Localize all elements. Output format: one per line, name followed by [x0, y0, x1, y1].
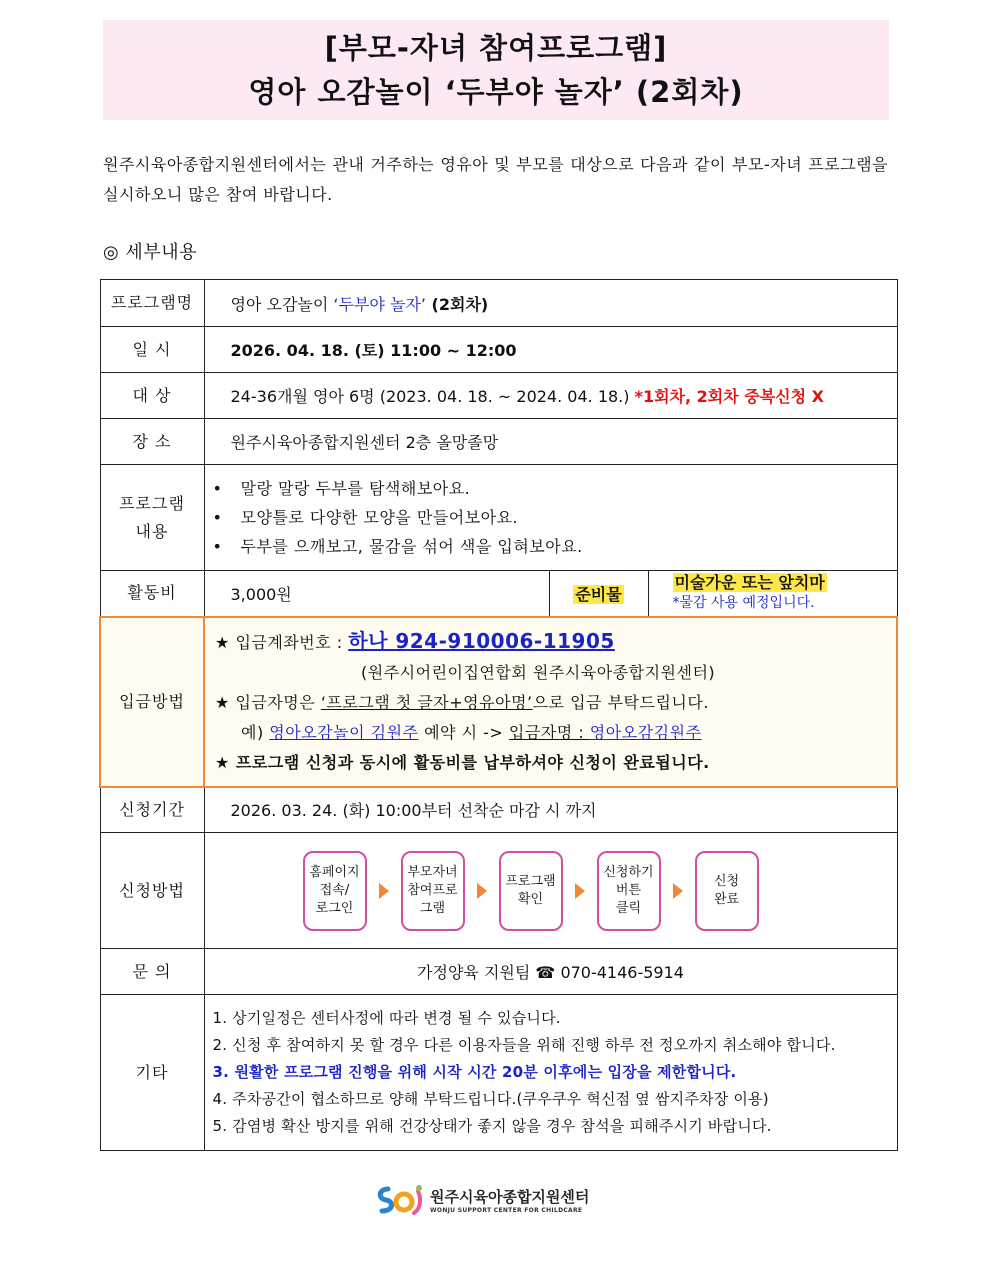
bullet-icon: • [212, 537, 223, 556]
info-table [99, 279, 898, 1151]
value-content [204, 465, 897, 571]
value-payment [204, 617, 897, 787]
target-text: 24-36개월 영아 6명 (2023. 04. 18. ~ 2024. 04. 18.) [230, 387, 635, 406]
row-place [100, 419, 897, 465]
label-contact: 문 의 [100, 949, 204, 995]
section-title: ◎ 세부내용 [103, 242, 197, 263]
prep-note: *물감 사용 예정입니다. [672, 595, 815, 612]
content-list [205, 474, 897, 561]
prep-label: 준비물 [575, 584, 622, 604]
account-label: 입금계좌번호 : [235, 632, 349, 652]
content-item: • 말랑 말랑 두부를 탐색해보아요. [213, 474, 897, 503]
page-title-line1: [부모-자녀 참여프로그램] [324, 31, 668, 65]
depositor-text-a: 입금자명은 [235, 692, 321, 712]
intro-text: 원주시육아종합지원센터에서는 관내 거주하는 영유아 및 부모를 대상으로 다음과 같이 부모-자녀 프로그램을 실시하오니 많은 참여 바랍니다. [103, 155, 888, 204]
depositor-line: ★ 입금자명은 ‘프로그램 첫 글자+영유아명’으로 입금 부탁드립니다. [215, 692, 709, 712]
value-etc [204, 995, 897, 1151]
step-flow [205, 835, 897, 947]
label-fee: 활동비 [100, 571, 204, 617]
value-fee: 3,000원 [204, 571, 549, 617]
label-period: 신청기간 [100, 787, 204, 833]
row-fee [100, 571, 897, 617]
step-box: 신청하기 버튼 클릭 [597, 851, 661, 931]
etc-item: 3. 원활한 프로그램 진행을 위해 시작 시간 20분 이후에는 입장을 제한합니다. [212, 1063, 737, 1081]
row-content [100, 465, 897, 571]
content-item: • 두부를 으깨보고, 물감을 섞어 색을 입혀보아요. [213, 532, 897, 561]
account-number: 하나 924-910006-11905 [348, 628, 615, 653]
etc-item: 4. 주차공간이 협소하므로 양해 부탁드립니다.(쿠우쿠우 혁신점 옆 쌈지주차장 이용) [212, 1090, 769, 1108]
example-depositor: 영아오감김원주 [589, 722, 702, 742]
target-note: *1회차, 2회차 중복신청 X [634, 387, 824, 406]
row-date [100, 327, 897, 373]
arrow-right-icon [477, 883, 487, 899]
prep-label-cell [549, 571, 648, 617]
etc-item: 1. 상기일정은 센터사정에 따라 변경 될 수 있습니다. [212, 1009, 561, 1027]
program-name: ‘두부야 놀자’ [333, 294, 426, 314]
label-method: 신청방법 [100, 833, 204, 949]
prep-value: 미술가운 또는 앞치마 [674, 573, 825, 593]
payment-notice-text: 프로그램 신청과 동시에 활동비를 납부하셔야 신청이 완료됩니다. [235, 752, 710, 772]
value-date: 2026. 04. 18. (토) 11:00 ~ 12:00 [204, 327, 897, 373]
depositor-text-c: 으로 입금 부탁드립니다. [532, 692, 709, 712]
arrow-right-icon [673, 883, 683, 899]
example-mid: 예약 시 -> [418, 722, 509, 742]
value-target [204, 373, 897, 419]
content-label-line: 내용 [135, 521, 169, 541]
account-line: ★ 입금계좌번호 : 하나 924-910006-11905 [215, 628, 615, 653]
phone-icon: ☎ [535, 963, 556, 982]
page-title-line2: 영아 오감놀이 ‘두부야 놀자’ (2회차) [248, 75, 744, 109]
bullet-icon: • [212, 508, 223, 527]
row-method [100, 833, 897, 949]
program-prefix: 영아 오감놀이 [230, 294, 334, 314]
center-logo-icon [374, 1183, 426, 1217]
content-item: • 모양틀로 다양한 모양을 만들어보아요. [213, 503, 897, 532]
arrow-right-icon [575, 883, 585, 899]
depositor-rule: ‘프로그램 첫 글자+영유아명’ [320, 692, 533, 712]
row-contact [100, 949, 897, 995]
row-etc [100, 995, 897, 1151]
etc-list [205, 995, 897, 1150]
value-place: 원주시육아종합지원센터 2층 올망졸망 [204, 419, 897, 465]
value-period: 2026. 03. 24. (화) 10:00부터 선착순 마감 시 까지 [204, 787, 897, 833]
row-program [100, 280, 897, 327]
etc-item: 5. 감염병 확산 방지를 위해 건강상태가 좋지 않을 경우 참석을 피해주시기 바랍니다. [212, 1117, 772, 1135]
label-payment: 입금방법 [100, 617, 204, 787]
label-content [100, 465, 204, 571]
center-name-en: WONJU SUPPORT CENTER FOR CHILDCARE [430, 1207, 583, 1214]
label-etc: 기타 [100, 995, 204, 1151]
row-period [100, 787, 897, 833]
arrow-right-icon [379, 883, 389, 899]
label-target: 대 상 [100, 373, 204, 419]
step-box: 프로그램 확인 [499, 851, 563, 931]
example-line [215, 718, 896, 748]
account-holder: (원주시어린이집연합회 원주시육아종합지원센터) [361, 662, 716, 682]
step-box: 홈페이지 접속/ 로그인 [303, 851, 367, 931]
step-box: 부모자녀 참여프로 그램 [401, 851, 465, 931]
row-target [100, 373, 897, 419]
bullet-icon: • [212, 479, 223, 498]
payment-notice: ★ 프로그램 신청과 동시에 활동비를 납부하셔야 신청이 완료됩니다. [215, 752, 710, 772]
contact-phone: 070-4146-5914 [560, 963, 684, 982]
label-date: 일 시 [100, 327, 204, 373]
value-method [204, 833, 897, 949]
prep-cell [648, 571, 897, 617]
program-suffix: (2회차) [425, 294, 489, 314]
footer-logo [374, 1180, 589, 1220]
etc-item: 2. 신청 후 참여하지 못 할 경우 다른 이용자들을 위해 진행 하루 전 정오까지 취소해야 합니다. [212, 1036, 836, 1054]
step-box: 신청 완료 [695, 851, 759, 931]
example-prefix: 예) [241, 722, 270, 742]
label-place: 장 소 [100, 419, 204, 465]
example-name: 영아오감놀이 김원주 [269, 722, 419, 742]
value-contact [204, 949, 897, 995]
example-depositor-label: 입금자명 : [508, 722, 590, 742]
value-program [204, 280, 897, 327]
contact-team: 가정양육 지원팀 [417, 963, 531, 982]
label-program: 프로그램명 [100, 280, 204, 327]
title-banner [103, 20, 889, 120]
content-label-line: 프로그램 [119, 493, 185, 513]
center-name: 원주시육아종합지원센터 [430, 1188, 590, 1206]
row-payment [100, 617, 897, 787]
